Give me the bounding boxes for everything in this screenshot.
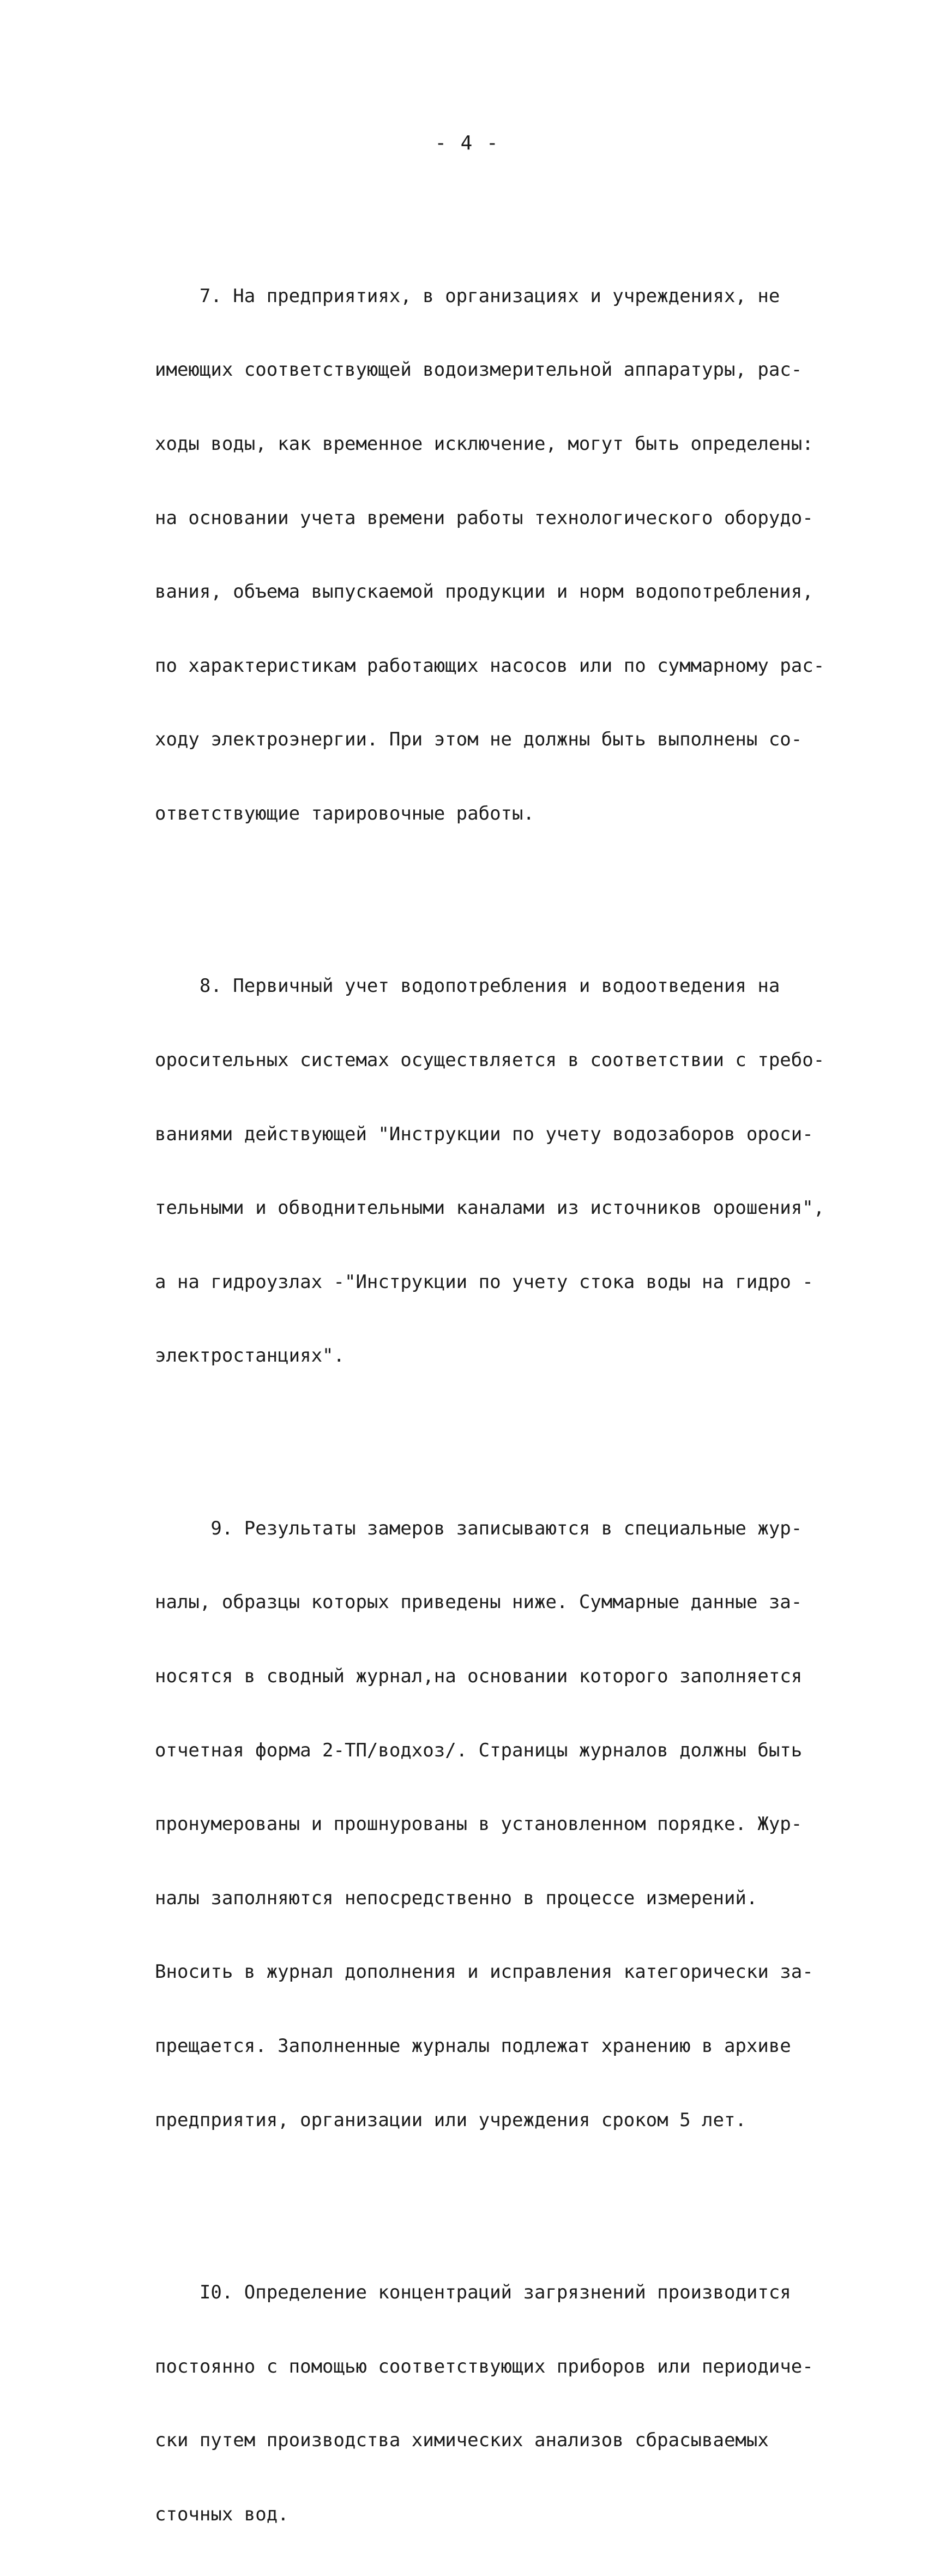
text-line: сточных вод. xyxy=(155,2502,798,2527)
text-line: ски путем производства химических анализов сбрасываемых xyxy=(155,2428,798,2453)
text-line: I0. Определение концентраций загрязнений производится xyxy=(155,2280,798,2305)
text-line: ходы воды, как временное исключение, могут быть определены: xyxy=(155,432,798,456)
text-line: налы, образцы которых приведены ниже. Суммарные данные за- xyxy=(155,1590,798,1615)
text-line: а на гидроузлах -"Инструкции по учету стока воды на гидро - xyxy=(155,1270,798,1295)
page-number: - 4 - xyxy=(0,132,934,154)
paragraph-7 xyxy=(155,234,798,875)
text-line: тельными и обводнительными каналами из источников орошения", xyxy=(155,1196,798,1220)
document-body xyxy=(155,185,798,2576)
text-line: носятся в сводный журнал,на основании которого заполняется xyxy=(155,1664,798,1689)
text-line: пронумерованы и прошнурованы в установленном порядке. Жур- xyxy=(155,1812,798,1837)
text-line: ваниями действующей "Инструкции по учету водозаборов ороси- xyxy=(155,1122,798,1147)
text-line: на основании учета времени работы технологического оборудо- xyxy=(155,506,798,531)
text-line: предприятия, организации или учреждения сроком 5 лет. xyxy=(155,2108,798,2133)
text-line: оросительных системах осуществляется в соответствии с требо- xyxy=(155,1048,798,1073)
text-line: 9. Результаты замеров записываются в специальные жур- xyxy=(155,1516,798,1541)
text-line: 8. Первичный учет водопотребления и водоотведения на xyxy=(155,974,798,998)
text-line: налы заполняются непосредственно в процессе измерений. xyxy=(155,1886,798,1911)
text-line: ходу электроэнергии. При этом не должны быть выполнены со- xyxy=(155,727,798,752)
text-line: постоянно с помощью соответствующих приборов или периодиче- xyxy=(155,2355,798,2379)
text-line: Вносить в журнал дополнения и исправления категорически за- xyxy=(155,1960,798,1984)
text-line: по характеристикам работающих насосов или по суммарному рас- xyxy=(155,654,798,678)
text-line: вания, объема выпускаемой продукции и норм водопотребления, xyxy=(155,580,798,604)
paragraph-10 xyxy=(155,2231,798,2576)
text-line: электростанциях". xyxy=(155,1344,798,1368)
text-line: прещается. Заполненные журналы подлежат хранению в архиве xyxy=(155,2034,798,2059)
text-line: отчетная форма 2-ТП/водхоз/. Страницы журналов должны быть xyxy=(155,1738,798,1763)
text-line: имеющих соответствующей водоизмерительной аппаратуры, рас- xyxy=(155,358,798,382)
paragraph-9 xyxy=(155,1467,798,2182)
text-line: ответствующие тарировочные работы. xyxy=(155,802,798,826)
paragraph-8 xyxy=(155,925,798,1418)
text-line: 7. На предприятиях, в организациях и учреждениях, не xyxy=(155,284,798,309)
